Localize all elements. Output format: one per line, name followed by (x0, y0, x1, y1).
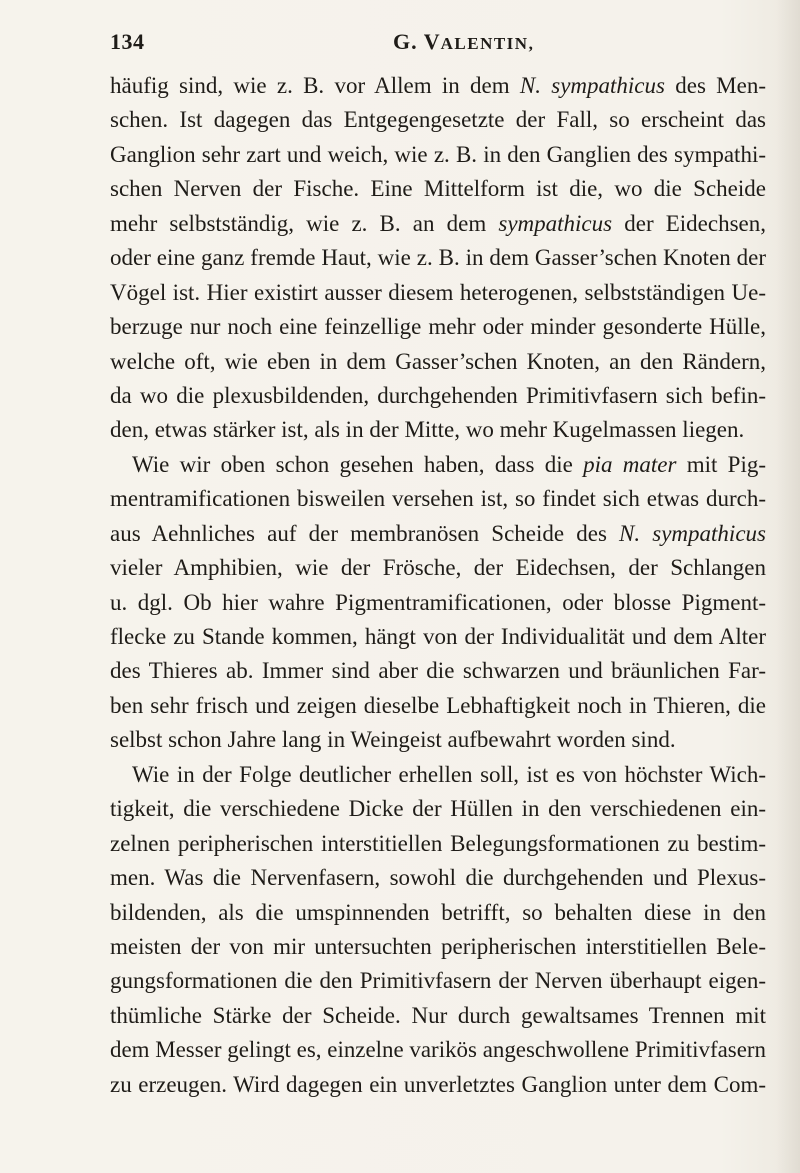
text-line: Vögel ist. Hier existirt ausser diesem heterogenen, selbstständigen Ue- (110, 279, 766, 305)
text-line: meisten der von mir untersuchten peripherischen interstitiellen Bele- (110, 933, 766, 959)
running-head (393, 29, 534, 55)
text-line: aus Aehnliches auf der membranösen Scheide des N. sympathicus (110, 520, 766, 546)
page-number: 134 (110, 29, 145, 54)
running-head-surname: ALENTIN, (440, 34, 535, 53)
text-line: welche oft, wie eben in dem Gasser’schen Knoten, an den Rändern, (110, 348, 766, 374)
text-line: mehr selbstständig, wie z. B. an dem sympathicus der Eidechsen, (110, 210, 767, 236)
page-header (110, 29, 770, 57)
body-text (110, 69, 766, 1102)
text-line: berzuge nur noch eine feinzellige mehr oder minder gesonderte Hülle, (110, 314, 766, 340)
text-line: zu erzeugen. Wird dagegen ein unverletztes Ganglion unter dem Com- (110, 1071, 766, 1097)
paragraph-start-line: Wie in der Folge deutlicher erhellen soll, ist es von höchster Wich- (132, 761, 766, 787)
text-line: u. dgl. Ob hier wahre Pigmentramificationen, oder blosse Pigment- (110, 589, 766, 615)
running-head-initial: G. V (393, 29, 441, 54)
text-line: des Thieres ab. Immer sind aber die schwarzen und bräunlichen Far- (110, 658, 766, 684)
paragraph-start-line: Wie wir oben schon gesehen haben, dass die pia mater mit Pig- (132, 451, 766, 477)
text-line: vieler Amphibien, wie der Frösche, der Eidechsen, der Schlangen (110, 555, 766, 581)
text-line: flecke zu Stande kommen, hängt von der Individualität und dem Alter (110, 624, 766, 649)
text-line: mentramificationen bisweilen versehen ist, so findet sich etwas durch- (110, 486, 766, 512)
text-line: schen Nerven der Fische. Eine Mittelform ist die, wo die Scheide (110, 176, 766, 202)
text-line: den, etwas stärker ist, als in der Mitte, wo mehr Kugelmassen liegen. (110, 417, 745, 443)
text-line: zelnen peripherischen interstitiellen Belegungsformationen zu bestim- (110, 830, 766, 856)
text-line: selbst schon Jahre lang in Weingeist aufbewahrt worden sind. (110, 727, 676, 753)
text-line: häufig sind, wie z. B. vor Allem in dem N. sympathicus des Men- (110, 73, 766, 98)
text-line: men. Was die Nervenfasern, sowohl die durchgehenden und Plexus- (110, 865, 766, 891)
text-line: oder eine ganz fremde Haut, wie z. B. in dem Gasser’schen Knoten der (110, 245, 766, 271)
page-edge-shadow (776, 0, 800, 1173)
text-line: dem Messer gelingt es, einzelne varikös angeschwollene Primitivfasern (110, 1037, 766, 1063)
text-line: tigkeit, die verschiedene Dicke der Hüllen in den verschiedenen ein- (110, 796, 766, 822)
text-line: schen. Ist dagegen das Entgegengesetzte der Fall, so erscheint das (110, 107, 766, 133)
text-line: Ganglion sehr zart und weich, wie z. B. in den Ganglien des sympathi- (110, 141, 766, 167)
text-line: da wo die plexusbildenden, durchgehenden Primitivfasern sich befin- (110, 382, 766, 408)
text-line: thümliche Stärke der Scheide. Nur durch gewaltsames Trennen mit (110, 1002, 766, 1028)
text-line: gungsformationen die den Primitivfasern der Nerven überhaupt eigen- (110, 968, 766, 994)
text-line: bildenden, als die umspinnenden betrifft, so behalten diese in den (110, 899, 766, 925)
text-line: ben sehr frisch und zeigen dieselbe Lebhaftigkeit noch in Thieren, die (110, 692, 766, 718)
